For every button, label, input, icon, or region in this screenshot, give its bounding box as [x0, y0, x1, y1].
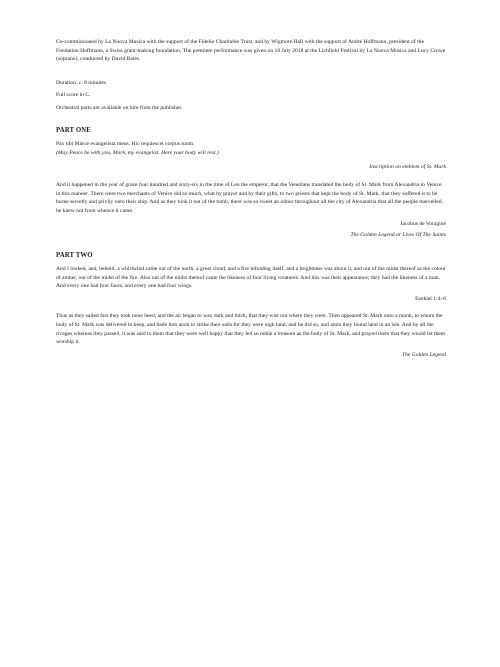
ezekiel-source: Ezekiel 1:4–6	[415, 295, 446, 302]
part-one-heading: PART ONE	[56, 127, 91, 135]
part-one-author: Jacobus de Voragine	[400, 221, 446, 228]
part-one-work: The Golden Legend or Lives Of The Saints	[350, 231, 446, 238]
document-page	[56, 0, 446, 359]
latin-inscription: Pax tibi Marce evangelista meus. Hic requiescet corpus tuum.	[56, 141, 195, 148]
part-two-text-ezekiel: And I looked, and, behold, a whirlwind came out of the north, a great cloud, and a fire infolding itself, and a brightness was about it, and out of the midst thereof as the colour of amber, out of the midst of the fire. Also out of the midst thereof came the likeness of four living creatures. And this was their appearance; they had the likeness of a man. And every one had four faces, and every one had four wings.	[56, 266, 446, 290]
score-info	[56, 79, 446, 112]
commission-note: Co-commissioned by La Nuova Musica with the support of the Fidelio Charitable Trust, and by Wigmore Hall with the support of André Hoffmann, president of the Fondation Hoffmann, a Swiss grant-making foundation. The premiere performance was given on 10 July 2018 at the Lichfield Festival by La Nuova Musica and Lucy Crowe (soprano), conducted by David Bates.	[56, 39, 446, 63]
inscription-source: Inscription on emblem of St. Mark	[369, 164, 446, 171]
duration-line: Duration: c. 8 minutes	[56, 79, 107, 86]
parts-line: Orchestral parts are available on hire from the publisher.	[56, 104, 183, 111]
part-one-text: And it happened in the year of grace four hundred and sixty-six in the time of Leo the emperor, that the Venetians translated the body of St. Mark from Alexandria to Venice in this manner. There were two merchants of Venice did so much, what by prayer and by their gifts, to two priests that kept the body of St. Mark, that they suffered it to be borne secretly and privily unto their ship. And as they took it out of the tomb, there was so sweet an odour throughout all the city of Alexandria that all the people marvelled, he knew not from whence it came.	[56, 181, 443, 214]
inscription-translation: (May Peace be with you, Mark, my evangelist. Here your body will rest.)	[56, 149, 219, 156]
part-two-heading: PART TWO	[56, 252, 93, 260]
golden-legend-source: The Golden Legend	[401, 351, 446, 358]
part-two-text-legend: Thus as they sailed fast they took none heed, and the air began to wax dark and thick, that they wist not where they were. Then appeared St. Mark unto a monk, to whom the body of St. Mark was delivered to keep, and bade him anon to strike their sails for they were nigh land, and he did so, and anon they found land in an isle. And by all the rivages whereas they passed, it was said to them that they were well happy that they led so noble a treasure as the body of St. Mark, and prayed them that they would let them worship it.	[56, 313, 446, 346]
score-line: Full score in C.	[56, 92, 91, 99]
